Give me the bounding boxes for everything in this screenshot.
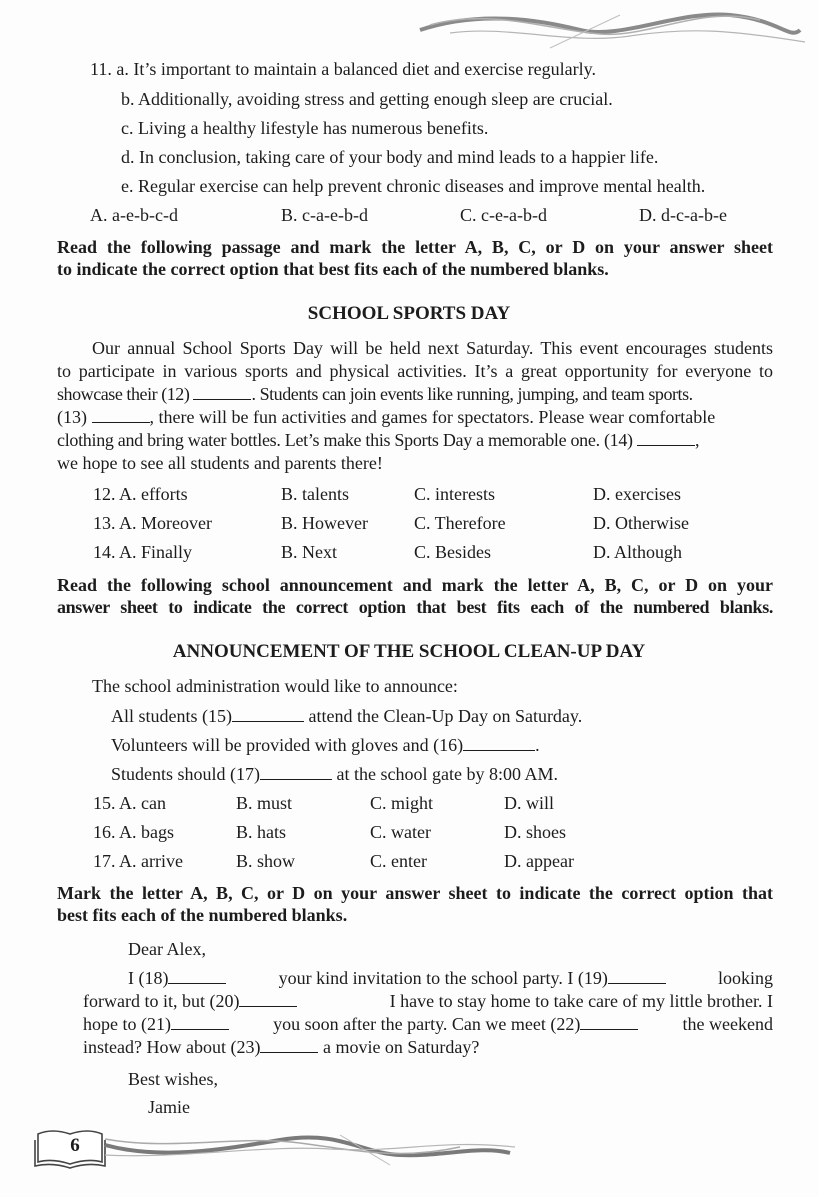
passage-text: . Students can join events like running, jumping, and team sports. <box>251 384 693 404</box>
q17-option-c[interactable]: C. enter <box>370 851 427 871</box>
announcement-text: at the school gate by 8:00 AM. <box>336 764 558 784</box>
passage-text: (13) <box>57 407 87 427</box>
letter-text: I (18) <box>128 968 169 988</box>
footer-swoosh-decoration <box>100 1125 520 1170</box>
passage-text: , <box>694 430 700 450</box>
q15-option-b[interactable]: B. must <box>236 793 293 813</box>
q12-option-c[interactable]: C. interests <box>414 484 495 504</box>
letter-text: instead? How about (23) <box>83 1037 261 1057</box>
q16-option-c[interactable]: C. water <box>370 822 431 842</box>
letter-text: hope to (21) <box>83 1014 171 1034</box>
q11-sentence-c: c. Living a healthy lifestyle has numerous benefits. <box>121 118 489 138</box>
q14-option-b[interactable]: B. Next <box>281 542 337 562</box>
passage-text: showcase their (12) <box>57 384 190 404</box>
blank-18[interactable] <box>168 968 226 984</box>
q13-option-c[interactable]: C. Therefore <box>414 513 506 533</box>
letter-line-3 <box>83 1013 773 1035</box>
letter-seg <box>83 990 297 1012</box>
passage-text: Our annual School Sports Day will be held next Saturday. This event encourages students <box>92 338 773 358</box>
q11-option-d[interactable]: D. d-c-a-b-e <box>639 205 727 225</box>
q13-option-b[interactable]: B. However <box>281 513 368 533</box>
blank-17[interactable] <box>260 764 332 780</box>
passage-text: to participate in various sports and physical activities. It’s a great opportunity for everyone to <box>57 361 773 381</box>
q14-option-d[interactable]: D. Although <box>593 542 683 562</box>
section1-instruction-line-1: Read the following passage and mark the letter A, B, C, or D on your answer sheet <box>57 237 773 257</box>
q16-option-a[interactable]: 16. A. bags <box>93 822 174 842</box>
letter-seg <box>128 967 226 989</box>
q15-option-d[interactable]: D. will <box>504 793 555 813</box>
q11-option-a[interactable]: A. a-e-b-c-d <box>90 205 178 225</box>
letter-seg <box>279 967 666 989</box>
announcement-text: attend the Clean-Up Day on Saturday. <box>308 706 583 726</box>
section1-title: SCHOOL SPORTS DAY <box>307 303 511 324</box>
blank-23[interactable] <box>260 1037 318 1053</box>
q14-option-c[interactable]: C. Besides <box>414 542 492 562</box>
passage-line-2 <box>57 360 773 382</box>
letter-signature: Jamie <box>148 1097 190 1117</box>
blank-22[interactable] <box>580 1014 638 1030</box>
passage-text: clothing and bring water bottles. Let’s make this Sports Day a memorable one. (14) <box>57 430 633 450</box>
blank-21[interactable] <box>171 1014 229 1030</box>
section2-title: ANNOUNCEMENT OF THE SCHOOL CLEAN-UP DAY <box>172 641 646 662</box>
q17-option-a[interactable]: 17. A. arrive <box>93 851 183 871</box>
q11-option-c[interactable]: C. c-e-a-b-d <box>460 205 547 225</box>
passage-line-4 <box>57 406 715 428</box>
letter-line-1 <box>128 967 773 989</box>
announcement-text: Students should (17) <box>111 764 261 784</box>
passage-line-5 <box>57 429 699 451</box>
letter-text: you soon after the party. Can we meet (22) <box>273 1014 581 1034</box>
q15-option-a[interactable]: 15. A. can <box>93 793 166 813</box>
page-number: 6 <box>70 1135 80 1156</box>
blank-20[interactable] <box>239 991 297 1007</box>
q11-sentence-e: e. Regular exercise can help prevent chronic diseases and improve mental health. <box>121 176 706 196</box>
q12-option-b[interactable]: B. talents <box>281 484 349 504</box>
q13-option-a[interactable]: 13. A. Moreover <box>93 513 212 533</box>
announcement-item-1 <box>111 705 582 727</box>
blank-13[interactable] <box>92 407 150 423</box>
q16-option-b[interactable]: B. hats <box>236 822 287 842</box>
section3-instruction-line-2: best fits each of the numbered blanks. <box>57 905 348 925</box>
blank-16[interactable] <box>463 735 535 751</box>
letter-greeting: Dear Alex, <box>128 939 206 959</box>
q11-sentence-d: d. In conclusion, taking care of your body and mind leads to a happier life. <box>121 147 659 167</box>
q17-option-d[interactable]: D. appear <box>504 851 574 871</box>
q16-option-d[interactable]: D. shoes <box>504 822 566 842</box>
q12-option-a[interactable]: 12. A. efforts <box>93 484 188 504</box>
letter-text: looking <box>717 968 773 988</box>
letter-line-2 <box>83 990 773 1012</box>
announcement-text: Volunteers will be provided with gloves and (16) <box>111 735 464 755</box>
section2-instruction-line-1: Read the following school announcement and mark the letter A, B, C, or D on your <box>57 575 773 595</box>
q11-sentence-a: 11. a. It’s important to maintain a balanced diet and exercise regularly. <box>90 59 596 79</box>
letter-text: your kind invitation to the school party. I (19) <box>278 968 608 988</box>
section1-instruction-line-2: to indicate the correct option that best fits each of the numbered blanks. <box>57 259 609 279</box>
q15-option-c[interactable]: C. might <box>370 793 434 813</box>
q17-option-b[interactable]: B. show <box>236 851 296 871</box>
letter-closing: Best wishes, <box>128 1069 218 1089</box>
passage-line-6: we hope to see all students and parents there! <box>57 453 383 473</box>
letter-text: a movie on Saturday? <box>322 1037 480 1057</box>
passage-line-3 <box>57 383 693 405</box>
blank-12[interactable] <box>193 384 251 400</box>
q11-option-b[interactable]: B. c-a-e-b-d <box>281 205 368 225</box>
announcement-item-2 <box>111 734 540 756</box>
passage-line-1 <box>92 337 773 359</box>
letter-text: I have to stay home to take care of my little brother. I <box>389 991 773 1011</box>
q13-option-d[interactable]: D. Otherwise <box>593 513 689 533</box>
q11-sentence-b: b. Additionally, avoiding stress and getting enough sleep are crucial. <box>121 89 613 109</box>
announcement-text: . <box>535 735 540 755</box>
blank-15[interactable] <box>232 706 304 722</box>
announcement-item-3 <box>111 763 558 785</box>
letter-text: forward to it, but (20) <box>83 991 240 1011</box>
header-swoosh-decoration <box>400 0 818 60</box>
announcement-text: All students (15) <box>111 706 232 726</box>
letter-seg <box>273 1013 638 1035</box>
q12-option-d[interactable]: D. exercises <box>593 484 681 504</box>
passage-text: , there will be fun activities and games for spectators. Please wear comfortable <box>149 407 716 427</box>
blank-14[interactable] <box>637 430 695 446</box>
section2-instruction-line-2: answer sheet to indicate the correct option that best fits each of the numbered blanks. <box>57 597 773 617</box>
blank-19[interactable] <box>608 968 666 984</box>
announcement-intro: The school administration would like to announce: <box>92 676 458 696</box>
letter-text: the weekend <box>682 1014 773 1034</box>
q14-option-a[interactable]: 14. A. Finally <box>93 542 193 562</box>
section3-instruction-line-1: Mark the letter A, B, C, or D on your answer sheet to indicate the correct option that <box>57 883 773 903</box>
letter-seg <box>83 1013 229 1035</box>
letter-line-4 <box>83 1036 479 1058</box>
